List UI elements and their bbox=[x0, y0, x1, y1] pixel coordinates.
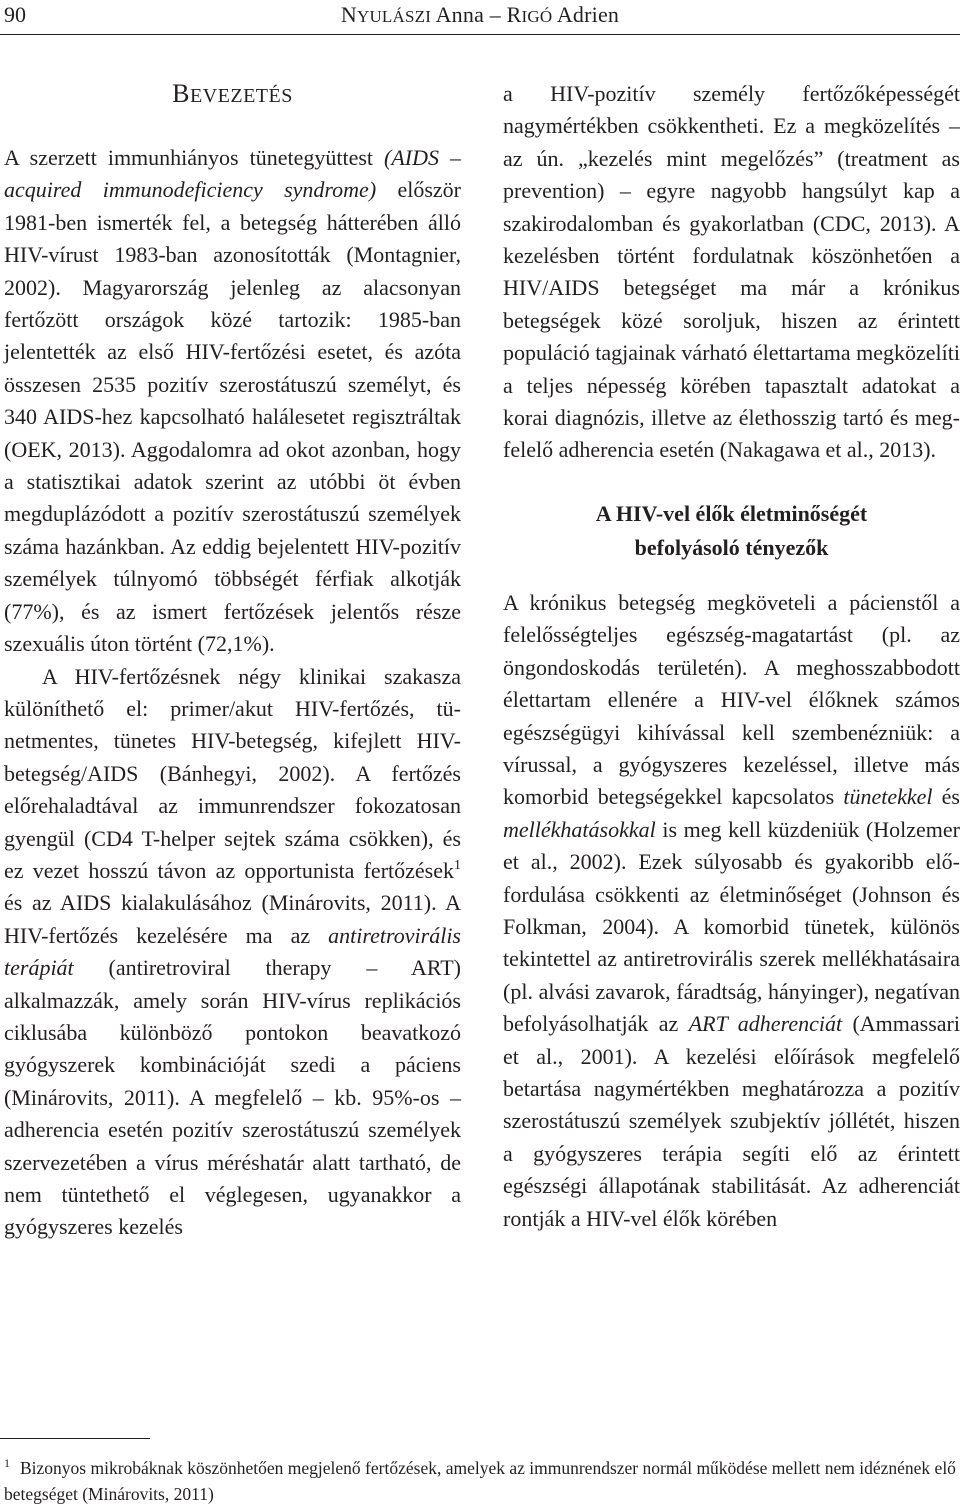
intro-paragraph-2: A HIV-fertőzésnek négy klinikai szakasza különíthető el: primer/akut HIV-fertőzés, tünetmentes, tünetes HIV-betegség, kifejlett HIV-betegség/AIDS (Bánhegyi, 2002). A fertőzés előrehaladtával az immunrendszer fokozatosan gyengül (CD4 T-helper sejtek száma csökken), és ez vezet hosszú távon az opportunista fertőzések$^1$ és az AIDS kialakulásához (Minárovits, 2011). A HIV-fertőzés kezelésére ma az antiretrovirális terápiát (antiretroviral therapy – ART) alkalmazzák, amely során HIV-vírus replikációs ciklusába különböző pontokon beavatkozó gyógyszerek kombinációját szedi a páciens (Minárovits, 2011). A megfelelő – kb. 95%-os – adherencia esetén pozitív szerostátuszú személyek szervezetében a vírus méréshatár alatt tartható, de nem tüntethető el véglegesen, ugyanakkor a gyógyszeres kezelés bbox=[4, 663, 461, 1240]
page-number: 90 bbox=[4, 2, 26, 27]
footnote-text: Bizonyos mikrobáknak köszönhetően megjelenő fertőzések, amelyek az immunrendszer normál működése mellett nem idéznének elő betegséget (Minárovits, 2011) bbox=[4, 1458, 956, 1504]
running-header bbox=[0, 0, 960, 30]
footnote-reference: 1 bbox=[454, 857, 461, 873]
section-title-introduction: BEVEZETÉS bbox=[172, 79, 293, 108]
footnote-rule bbox=[0, 1438, 150, 1439]
continued-paragraph: a HIV-pozitív személy fertőzőképességét nagymértékben csökkentheti. Ez a megközelítés – az ún. „kezelés mint megelőzés” (treatment as prevention) – egyre nagyobb hangsúlyt kap a szakirodalomban és gyakorlatban (CDC, 2013). A kezelésben történt fordulatnak köszönhetően a HIV/AIDS betegséget ma már a krónikus betegségek közé soroljuk, hiszen az érintett populáció tagjainak várható élettartama megközelíti a teljes népesség körében tapasztalt adatokat a korai diagnózis, illetve az élethosszig tartó és megfelelő adherencia esetén (Nakagawa et al., 2013). bbox=[503, 81, 960, 463]
subsection-title: A HIV-vel élők életminőségét befolyásoló tényezők bbox=[595, 500, 868, 560]
footnote bbox=[4, 1450, 960, 1507]
left-column bbox=[4, 74, 461, 1244]
right-column bbox=[503, 78, 960, 1235]
header-rule bbox=[0, 34, 960, 35]
quality-of-life-paragraph: A krónikus betegség megköveteli a pácienstől a felelősségteljes egészség-magatartást (pl. az öngondoskodás területén). A meghosszabbodott élettartam ellenére a HIV-vel élőknek számos egészségügyi kihívással kell szembenézniük: a vírussal, a gyógyszeres kezeléssel, illetve más komorbid betegségekkel kapcsolatos tünetekkel és mellékhatásokkal is meg kell küzdeniük (Holzemer et al., 2002). Ezek súlyosabb és gyakoribb előfordulása csökkenti az életminőséget (Johnson és Folkman, 2004). A komorbid tünetek, különös tekintettel az antiretrovirális szerek mellékhatásaira (pl. alvási zavarok, fáradtság, hányinger), negatívan befolyásolhatják az ART adherenciát (Ammassari et al., 2001). A kezelési előírások megfelelő betartása nagymértékben meghatározza a pozitív szerostátuszú személyek szubjektív jóllétét, hiszen a gyógyszeres terápia segíti elő az érintett egészségi állapotának stabilitását. Az adherenciát rontják a HIV-vel élők körében bbox=[503, 589, 960, 1231]
intro-paragraph-1: A szerzett immunhiányos tünetegyüttest (AIDS – acquired immunodeficiency syndrome) először 1981-ben ismerték fel, a betegség hátterében álló HIV-vírust 1983-ban azonosították (Montagnier, 2002). Magyarország jelenleg az alacsonyan fertőzött országok közé tartozik: 1985-ban jelentették az első HIV-fertőzési esetet, és azóta összesen 2535 pozitív szerostátuszú személyt, és 340 AIDS-hez kapcsolható halálesetet regisztráltak (OEK, 2013). Aggodalomra ad okot azonban, hogy a statisztikai adatok szerint az utóbbi öt évben megduplázódott a pozitív szerostátuszú személyek száma hazánkban. Az eddig bejelentett HIV-pozitív személyek túlnyomó többségét férfiak alkotják (77%), és az ismert fertőzések jelentős része szexuális úton történt (72,1%). bbox=[4, 145, 461, 657]
footnote-mark: 1 bbox=[4, 1456, 10, 1470]
running-head-authors: NYULÁSZI Anna – RIGÓ Adrien bbox=[340, 2, 620, 27]
